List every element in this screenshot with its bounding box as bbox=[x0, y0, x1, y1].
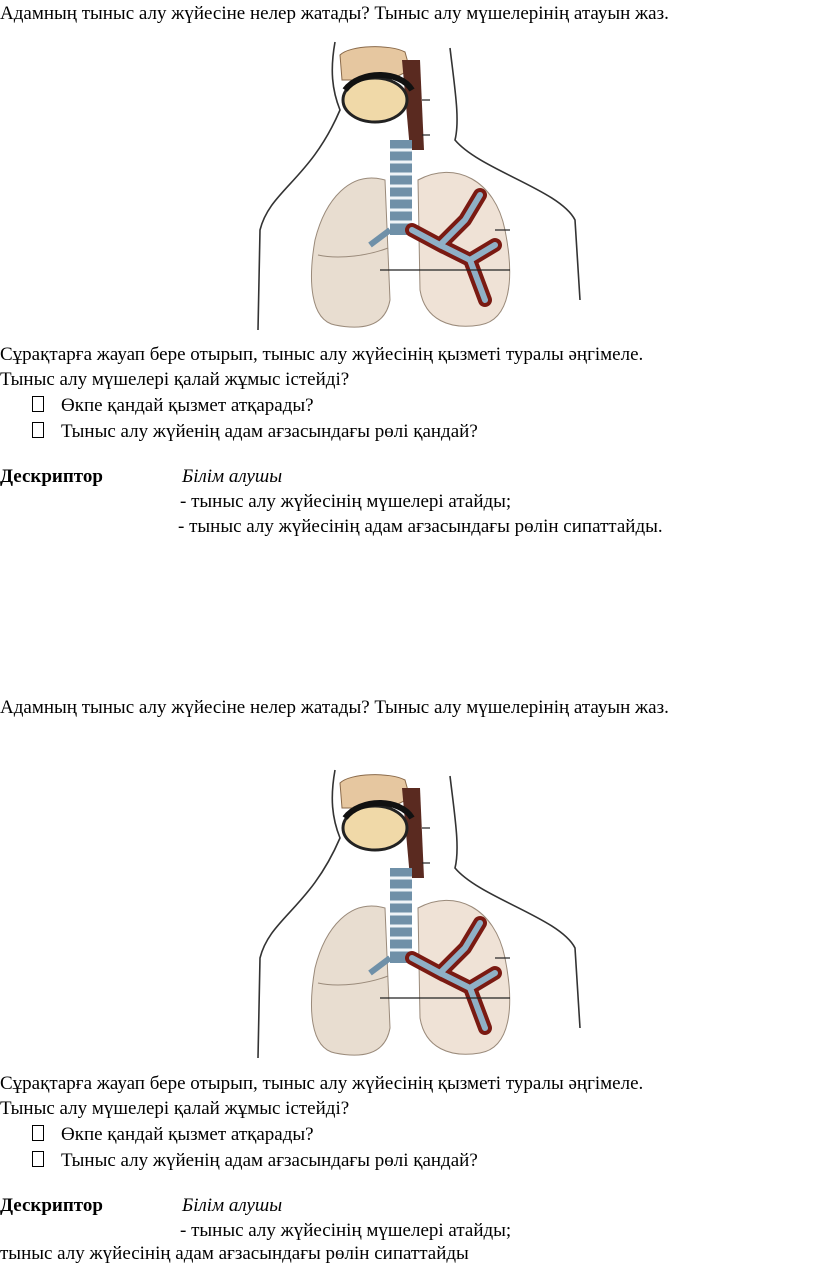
question-line-1: Адамның тыныс алу жүйесіне нелер жатады? Тыныс алу мүшелерінің атауын жаз. bbox=[0, 3, 669, 24]
respiratory-diagram-1 bbox=[240, 30, 600, 330]
respiratory-diagram-2 bbox=[240, 758, 600, 1058]
learner-label-2: Білім алушы bbox=[182, 1195, 283, 1216]
bullet-text: Өкпе қандай қызмет атқарады? bbox=[61, 395, 314, 416]
checkbox-icon bbox=[32, 1151, 44, 1167]
criterion-2b: тыныс алу жүйесінің адам ағзасындағы рөлін сипаттайды bbox=[0, 1243, 469, 1264]
prompt-line-2a: Сұрақтарға жауап бере отырып, тыныс алу жүйесінің қызметі туралы әңгімеле. bbox=[0, 1073, 644, 1094]
bullet-item-1b bbox=[32, 420, 478, 444]
prompt-line-2b: Тыныс алу мүшелері қалай жұмыс істейді? bbox=[0, 1098, 350, 1119]
descriptor-label-1: Дескриптор bbox=[0, 466, 103, 487]
bullet-text: Тыныс алу жүйенің адам ағзасындағы рөлі қандай? bbox=[61, 421, 478, 442]
prompt-line-1a: Сұрақтарға жауап бере отырып, тыныс алу жүйесінің қызметі туралы әңгімеле. bbox=[0, 344, 644, 365]
bullet-text: Өкпе қандай қызмет атқарады? bbox=[61, 1124, 314, 1145]
criterion-1b: - тыныс алу жүйесінің адам ағзасындағы рөлін сипаттайды. bbox=[178, 516, 663, 537]
bullet-item-2b bbox=[32, 1149, 478, 1173]
criterion-2a: - тыныс алу жүйесінің мүшелері атайды; bbox=[180, 1220, 512, 1241]
criterion-1a: - тыныс алу жүйесінің мүшелері атайды; bbox=[180, 491, 512, 512]
prompt-line-1b: Тыныс алу мүшелері қалай жұмыс істейді? bbox=[0, 369, 350, 390]
descriptor-label-2: Дескриптор bbox=[0, 1195, 103, 1216]
bullet-item-2a bbox=[32, 1123, 314, 1147]
checkbox-icon bbox=[32, 422, 44, 438]
bullet-text: Тыныс алу жүйенің адам ағзасындағы рөлі қандай? bbox=[61, 1150, 478, 1171]
checkbox-icon bbox=[32, 1125, 44, 1141]
bullet-item-1a bbox=[32, 394, 314, 418]
learner-label-1: Білім алушы bbox=[182, 466, 283, 487]
checkbox-icon bbox=[32, 396, 44, 412]
question-line-2: Адамның тыныс алу жүйесіне нелер жатады? Тыныс алу мүшелерінің атауын жаз. bbox=[0, 697, 669, 718]
